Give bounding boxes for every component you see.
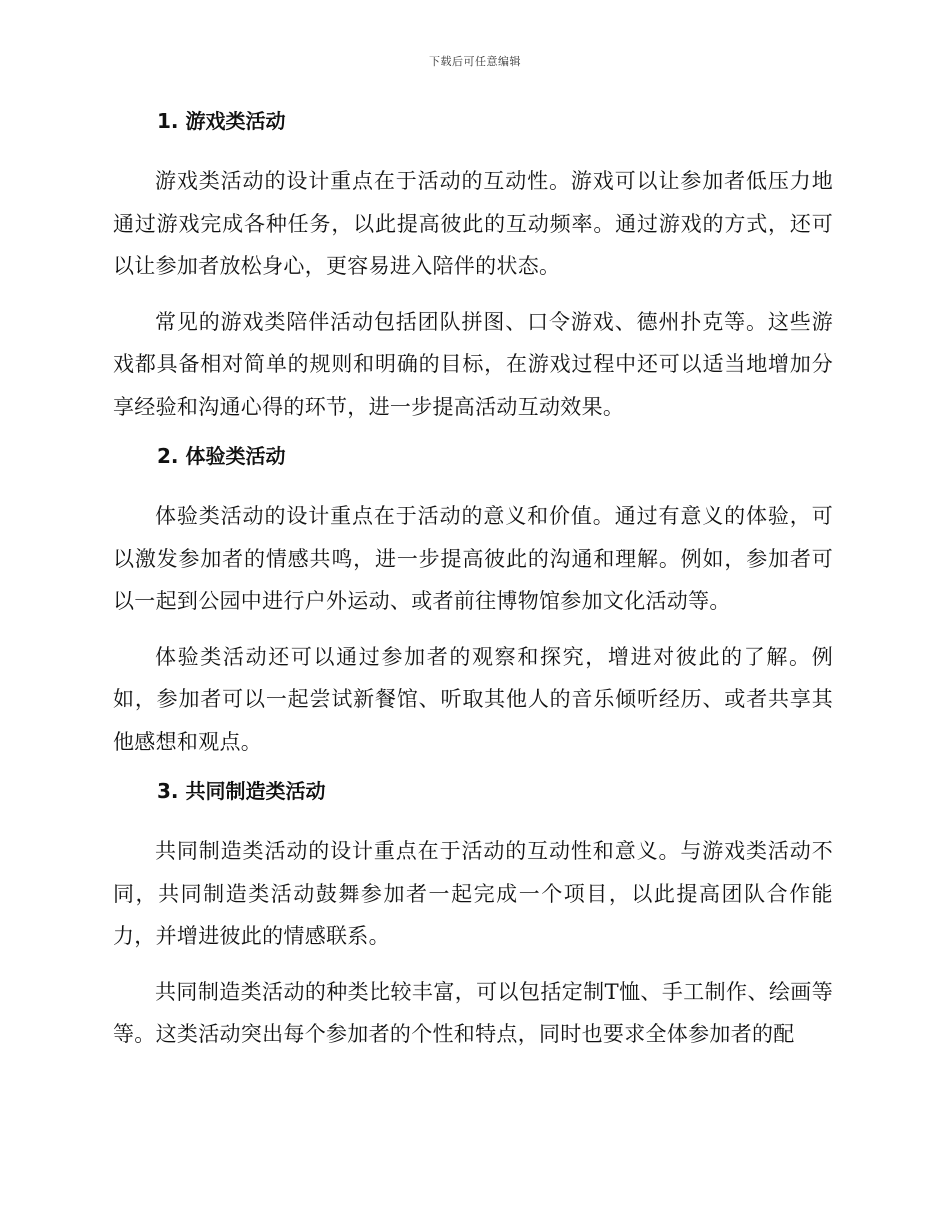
header-note: 下载后可任意编辑 (429, 55, 521, 68)
section-experience (113, 441, 833, 763)
paragraph: 体验类活动的设计重点在于活动的意义和价值。通过有意义的体验，可以激发参加者的情感共鸣，进一步提高彼此的沟通和理解。例如，参加者可以一起到公园中进行户外运动、或者前往博物馆参加文化活动等。 (113, 504, 833, 613)
paragraph: 共同制造类活动的设计重点在于活动的互动性和意义。与游戏类活动不同，共同制造类活动鼓舞参加者一起完成一个项目，以此提高团队合作能力，并增进彼此的情感联系。 (113, 839, 833, 948)
paragraph: 常见的游戏类陪伴活动包括团队拼图、口令游戏、德州扑克等。这些游戏都具备相对简单的规则和明确的目标，在游戏过程中还可以适当地增加分享经验和沟通心得的环节，进一步提高活动互动效果。 (113, 309, 833, 419)
section-heading: 1. 游戏类活动 (157, 109, 286, 133)
paragraph: 体验类活动还可以通过参加者的观察和探究，增进对彼此的了解。例如，参加者可以一起尝试新餐馆、听取其他人的音乐倾听经历、或者共享其他感想和观点。 (113, 644, 833, 754)
document-body (113, 106, 833, 1069)
section-heading: 2. 体验类活动 (157, 444, 286, 468)
section-heading: 3. 共同制造类活动 (157, 779, 326, 803)
section-games (113, 106, 833, 428)
paragraph: 游戏类活动的设计重点在于活动的互动性。游戏可以让参加者低压力地通过游戏完成各种任务，以此提高彼此的互动频率。通过游戏的方式，还可以让参加者放松身心，更容易进入陪伴的状态。 (113, 169, 833, 278)
section-co-creation (113, 776, 833, 1056)
paragraph: 共同制造类活动的种类比较丰富，可以包括定制T恤、手工制作、绘画等等。这类活动突出每个参加者的个性和特点，同时也要求全体参加者的配 (113, 979, 833, 1046)
